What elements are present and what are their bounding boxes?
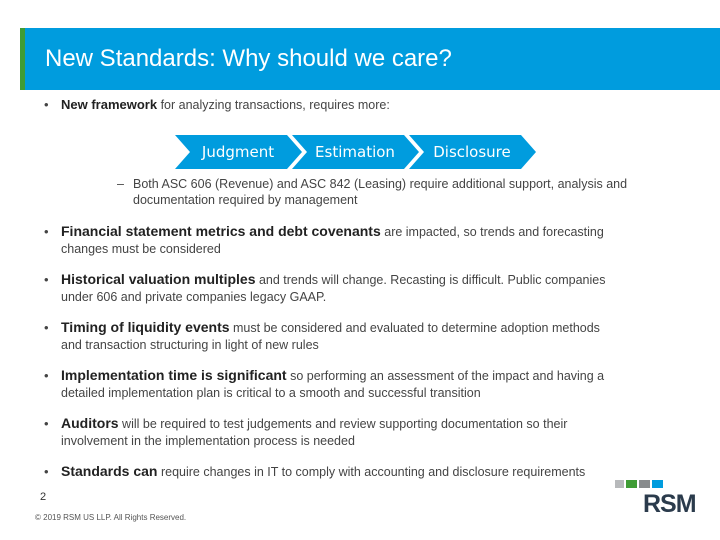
bullet-dot: • [44, 272, 49, 287]
bullet-dot: • [44, 368, 49, 383]
bullet-text: so performing an assessment of the impact and having a [286, 369, 605, 383]
slide-title: New Standards: Why should we care? [45, 45, 452, 72]
intro-rest: for analyzing transactions, requires more: [157, 98, 390, 112]
bullet-continuation: changes must be considered [61, 242, 221, 256]
dash-marker: – [117, 177, 124, 191]
bullet-continuation: and transaction structuring in light of new rules [61, 338, 319, 352]
bullet-dot: • [44, 224, 49, 239]
bullet-item [44, 271, 684, 306]
logo-square [626, 480, 637, 488]
bullet-continuation: involvement in the implementation process is needed [61, 434, 355, 448]
bullet-text: and trends will change. Recasting is difficult. Public companies [255, 273, 606, 287]
logo-square [652, 480, 663, 488]
sub-bullet [117, 176, 697, 208]
bullet-item [44, 367, 684, 402]
bullet-dot: • [44, 464, 49, 479]
bullet-dot: • [44, 97, 49, 112]
page-number: 2 [40, 491, 47, 503]
process-chevrons [175, 133, 538, 171]
rsm-logo [615, 480, 700, 520]
bullet-item [44, 319, 684, 354]
chevron-label-judgment: Judgment [201, 143, 275, 161]
bullet-item [44, 463, 684, 481]
bullet-text: require changes in IT to comply with accounting and disclosure requirements [157, 465, 586, 479]
logo-wordmark: RSM [643, 490, 696, 518]
bullet-dot: • [44, 320, 49, 335]
title-bar [25, 28, 720, 90]
bullet-bold: Historical valuation multiples [61, 271, 256, 287]
chevron-label-disclosure: Disclosure [433, 143, 511, 161]
bullet-continuation: detailed implementation plan is critical to a smooth and successful transition [61, 386, 481, 400]
intro-bold: New framework [61, 97, 158, 112]
bullet-bold: Financial statement metrics and debt covenants [61, 223, 381, 239]
logo-square [615, 480, 624, 488]
bullet-text: must be considered and evaluated to determine adoption methods [229, 321, 600, 335]
bullet-bold: Timing of liquidity events [61, 319, 230, 335]
bullet-dot: • [44, 416, 49, 431]
bullet-bold: Auditors [61, 415, 119, 431]
bullet-bold: Standards can [61, 463, 158, 479]
bullet-continuation: under 606 and private companies legacy GAAP. [61, 290, 327, 304]
bullet-bold: Implementation time is significant [61, 367, 287, 383]
bullet-item [44, 223, 684, 258]
bullet-item [44, 415, 684, 450]
sub-bullet-text: Both ASC 606 (Revenue) and ASC 842 (Leasing) require additional support, analysis and documentation required by management [133, 177, 628, 207]
chevron-label-estimation: Estimation [315, 143, 395, 161]
intro-bullet [44, 96, 684, 114]
bullet-text: are impacted, so trends and forecasting [380, 225, 604, 239]
bullet-text: will be required to test judgements and review supporting documentation so their [118, 417, 568, 431]
logo-square [639, 480, 650, 488]
copyright-notice: © 2019 RSM US LLP. All Rights Reserved. [35, 513, 187, 522]
